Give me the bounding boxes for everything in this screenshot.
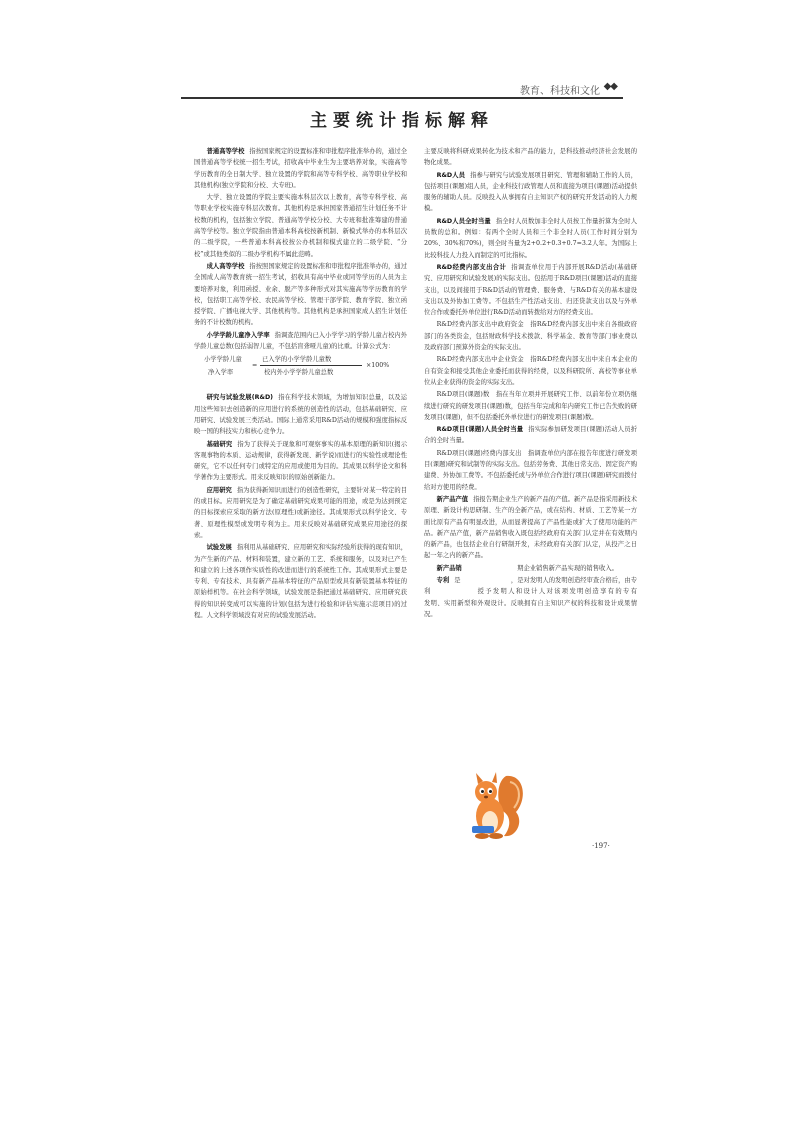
entry-rd <box>194 392 407 437</box>
entry-enrollment-rate <box>194 330 407 353</box>
entry-term: 研究与试验发展(R&D) <box>206 394 274 402</box>
entry-text: 指报告期企业生产的新产品的产值。新产品是指采用新技术原理、新设计构思研制、生产的全新产品，或在结构、材质、工艺等某一方面比原有产品有明显改进，从而显著提高了产品性能或扩大了使用功能的产品。新产品产值，新产品销售收入既包括经政府有关部门认定并在有效期内的新产品，也包括企业自行研制开发，未经政府有关部门认定，从投产之日起一年之内的新产品。 <box>424 495 638 560</box>
entry-term: R&D项目(课题)人员全时当量 <box>436 426 524 434</box>
formula-denominator: 校内外小学学龄儿童总数 <box>264 369 334 377</box>
entry-text: 指参与研究与试验发展项目研究、管理和辅助工作的人员，包括项目(课题)组人员，企业科技行政管理人员和直接为项目(课题)活动提供服务的辅助人员。反映投入从事拥有自主知识产权的研究开发活动的人力规模。 <box>424 171 637 213</box>
entry-basic-research <box>194 439 407 484</box>
entry-new-product-sales <box>424 563 637 574</box>
entry-general-colleges <box>194 146 407 191</box>
entry-text: 主要反映将科研成果转化为技术和产品的能力，是科技推动经济社会发展的物化成果。 <box>424 148 637 167</box>
entry-text: R&D经费内部支出中企业资金 指R&D经费内部支出中来自本企业的自有资金和接受其他企业委托而获得的经费，以及科研院所、高校等事业单位从企业获得的资金的实际支出。 <box>424 356 637 386</box>
entry-rd-personnel <box>424 170 637 215</box>
formula-numerator: 已入学的小学学龄儿童数 <box>262 356 332 364</box>
entry-text: 指在科学技术领域，为增加知识总量，以及运用这些知识去创造新的应用进行的系统的创造性的活动，包括基础研究、应用研究、试验发展三类活动。国际上通常采用R&D活动的规模和强度指标反映一国的科技实力和核心竞争力。 <box>194 394 408 436</box>
left-column <box>194 146 407 622</box>
entry-new-product-output <box>424 494 637 562</box>
section-title: 教育、科技和文化 <box>520 86 600 97</box>
formula-fraction-bar <box>260 365 362 366</box>
entry-term: 新产品产值 <box>436 495 469 503</box>
squirrel-mascot-icon <box>466 768 528 844</box>
formula-lhs-line2: 净入学率 <box>208 369 234 377</box>
entry-experimental-development <box>194 542 407 621</box>
entry-term: R&D人员 <box>436 171 466 179</box>
entry-rd-fte <box>424 216 637 261</box>
entry-rd-project-fte <box>424 424 637 447</box>
entry-term: 试验发展 <box>206 544 232 552</box>
entry-text: 指为了获得关于现象和可观察事实的基本原理的新知识(揭示客观事物的本质、运动规律，获得新发现、新学说)而进行的实验性或理论性研究，它不以任何专门或特定的应用或使用为目的。其成果以科学论文和科学著作为主要形式。用来反映知识的原始创新能力。 <box>194 440 407 482</box>
entry-term: R&D经费内部支出合计 <box>436 263 507 271</box>
entry-text: 指为获得新知识而进行的创造性研究，主要针对某一特定的目的或目标。应用研究是为了确定基础研究成果可能的用途，或是为达到预定的目标探索应采取的新方法(原理性)或新途径。其成果形式以科学论文、专著、原理性模型或发明专利为主。用来反映对基础研究成果应用途径的探索。 <box>194 486 408 539</box>
entry-term: 新产品销 <box>436 564 462 572</box>
formula-multiplier: ×100% <box>366 362 390 370</box>
enrollment-formula <box>194 354 407 388</box>
entry-continuation <box>424 146 637 169</box>
entry-text: R&D经费内部支出中政府资金 指R&D经费内部支出中来自各级政府部门的各类资金，包括财政科学技术拨款、科学基金、教育等部门事业费以及政府部门预算外资金的实际支出。 <box>424 321 637 352</box>
page-title: 主要统计指标解释 <box>310 111 494 131</box>
entry-adult-colleges <box>194 261 407 329</box>
entry-text: 指按照国家规定的设置标准和审批程序批准举办的，通过全国成人高等教育统一招生考试，招收具有高中毕业或同等学历的人员为主要培养对象，利用函授、业余、脱产等多种形式对其实施高等学历教育的学校，包括职工高等学校、农民高等学校、管理干部学院、教育学院、独立函授学院、广播电视大学、其他机构等。其他机构是承担国家成人招生计划任务的不计校数的机构。 <box>194 262 408 327</box>
entry-rd-expenditure <box>424 262 637 318</box>
entry-term: 成人高等学校 <box>206 262 245 270</box>
entry-text: 指利用从基础研究、应用研究和实际经验所获得的现有知识，为产生新的产品、材料和装置，建立新的工艺、系统和服务，以及对已产生和建立的上述各项作实质性的改进而进行的系统性工作。其成果形式主要是专利、专有技术、具有新产品基本特征的产品原型或具有新装置基本特征的原始样机等。在社会科学领域，试验发展是指把通过基础研究、应用研究获得的知识转变成可以实施的计划(包括为进行检验和评估实施示范项目)的过程。人文科学领域没有对应的试验发展活动。 <box>194 544 408 619</box>
formula-lhs-line1: 小学学龄儿童 <box>204 356 242 364</box>
entry-text: 指调查单位用于内部开展R&D活动(基础研究、应用研究和试验发展)的实际支出。包括用于R&D项目(课题)活动的直接支出，以及间接用于R&D活动的管理费、服务费、与R&D有关的基本建设支出以及外协加工费等。不包括生产性活动支出、归还贷款支出以及与外单位合作或委托外单位进行R&D活动而转拨给对方的经费支出。 <box>424 263 637 317</box>
entry-term: 普通高等学校 <box>206 148 245 155</box>
page-number: ·197· <box>592 842 610 850</box>
entry-colleges-detail <box>194 192 407 260</box>
entry-text: R&D项目(课题)数 指在当年立项并开展研究工作、以前年份立项仍继续进行研究的研发项目(课题)数，包括当年完成和年内研究工作已告失败的研发项目(课题)，但不包括委托外单位进行的研发项目(课题)数。 <box>424 391 637 421</box>
entry-text: 指实际参加研发项目(课题)活动人员折合的全时当量。 <box>424 426 637 445</box>
formula-equals: = <box>252 362 258 370</box>
entry-patent <box>424 575 669 620</box>
header-rule <box>181 97 623 99</box>
entry-term: R&D人员全时当量 <box>436 217 491 225</box>
right-column <box>424 146 669 621</box>
entry-text: 是 ，是对发明人的发明创造经审查合格后，由专利 授予发明人和设计人对该项发明创造享有的专有 发明、实用新型和外观设计。反映拥有自主知识产权的科技和设计成果情况。 <box>424 576 669 618</box>
entry-rd-government-funds <box>424 319 637 353</box>
entry-term: 基础研究 <box>206 440 233 448</box>
entry-rd-projects <box>424 389 637 423</box>
diamond-icon: ◆◆ <box>603 81 617 92</box>
entry-text: R&D项目(课题)经费内部支出 指调查单位内部在报告年度进行研发项目(课题)研究和试制等的实际支出。包括劳务费、其他日常支出、固定资产购建费、外协加工费等。不包括委托或与外单位合作进行项目(课题)研究而拨付给对方使用的经费。 <box>424 449 637 491</box>
entry-text: 大学、独立设置的学院主要实施本科层次以上教育，高等专科学校、高等职业学校实施专科层次教育。其他机构是承担国家普通招生计划任务不计校数的机构，包括独立学院、普通高等学校分校、大专班和批准筹建的普通高等学校等。独立学院指由普通本科高校按新机制、新模式举办的本科层次的二级学院，一些普通本科高校按公办机制和模式建立的二级学院、“分校”或其他类似的二级办学机构不属此范畴。 <box>194 194 407 258</box>
entry-rd-enterprise-funds <box>424 354 637 388</box>
entry-term: 应用研究 <box>206 486 232 494</box>
entry-applied-research <box>194 485 407 541</box>
entry-text: 指按国家规定的设置标准和审批程序批准举办的，通过全国普通高等学校统一招生考试，招收高中毕业生为主要培养对象，实施高等学历教育的全日制大学、独立设置的学院和高等专科学校、高等职业学校和其他机构(独立学院和分校、大专班)。 <box>194 148 408 189</box>
entry-text: 指调查范围内已入小学学习的学龄儿童占校内外学龄儿童总数(包括弱智儿童，不包括盲聋哑儿童)的比重。计算公式为： <box>194 331 408 351</box>
entry-text: 期企业销售新产品实现的销售收入。 <box>466 564 618 572</box>
entry-text: 指全时人员数加非全时人员按工作量折算为全时人员数的总和。例如：有两个全时人员和三个非全时人员(工作时间分别为20%、30%和70%)，则全时当量为2+0.2+0.3+0.7=3.2人年。为国际上比较科技人力投入而制定的可比指标。 <box>424 217 637 259</box>
entry-term: 小学学龄儿童净入学率 <box>206 331 270 339</box>
entry-term: 专利 <box>436 576 450 584</box>
entry-rd-project-expenditure <box>424 448 637 493</box>
